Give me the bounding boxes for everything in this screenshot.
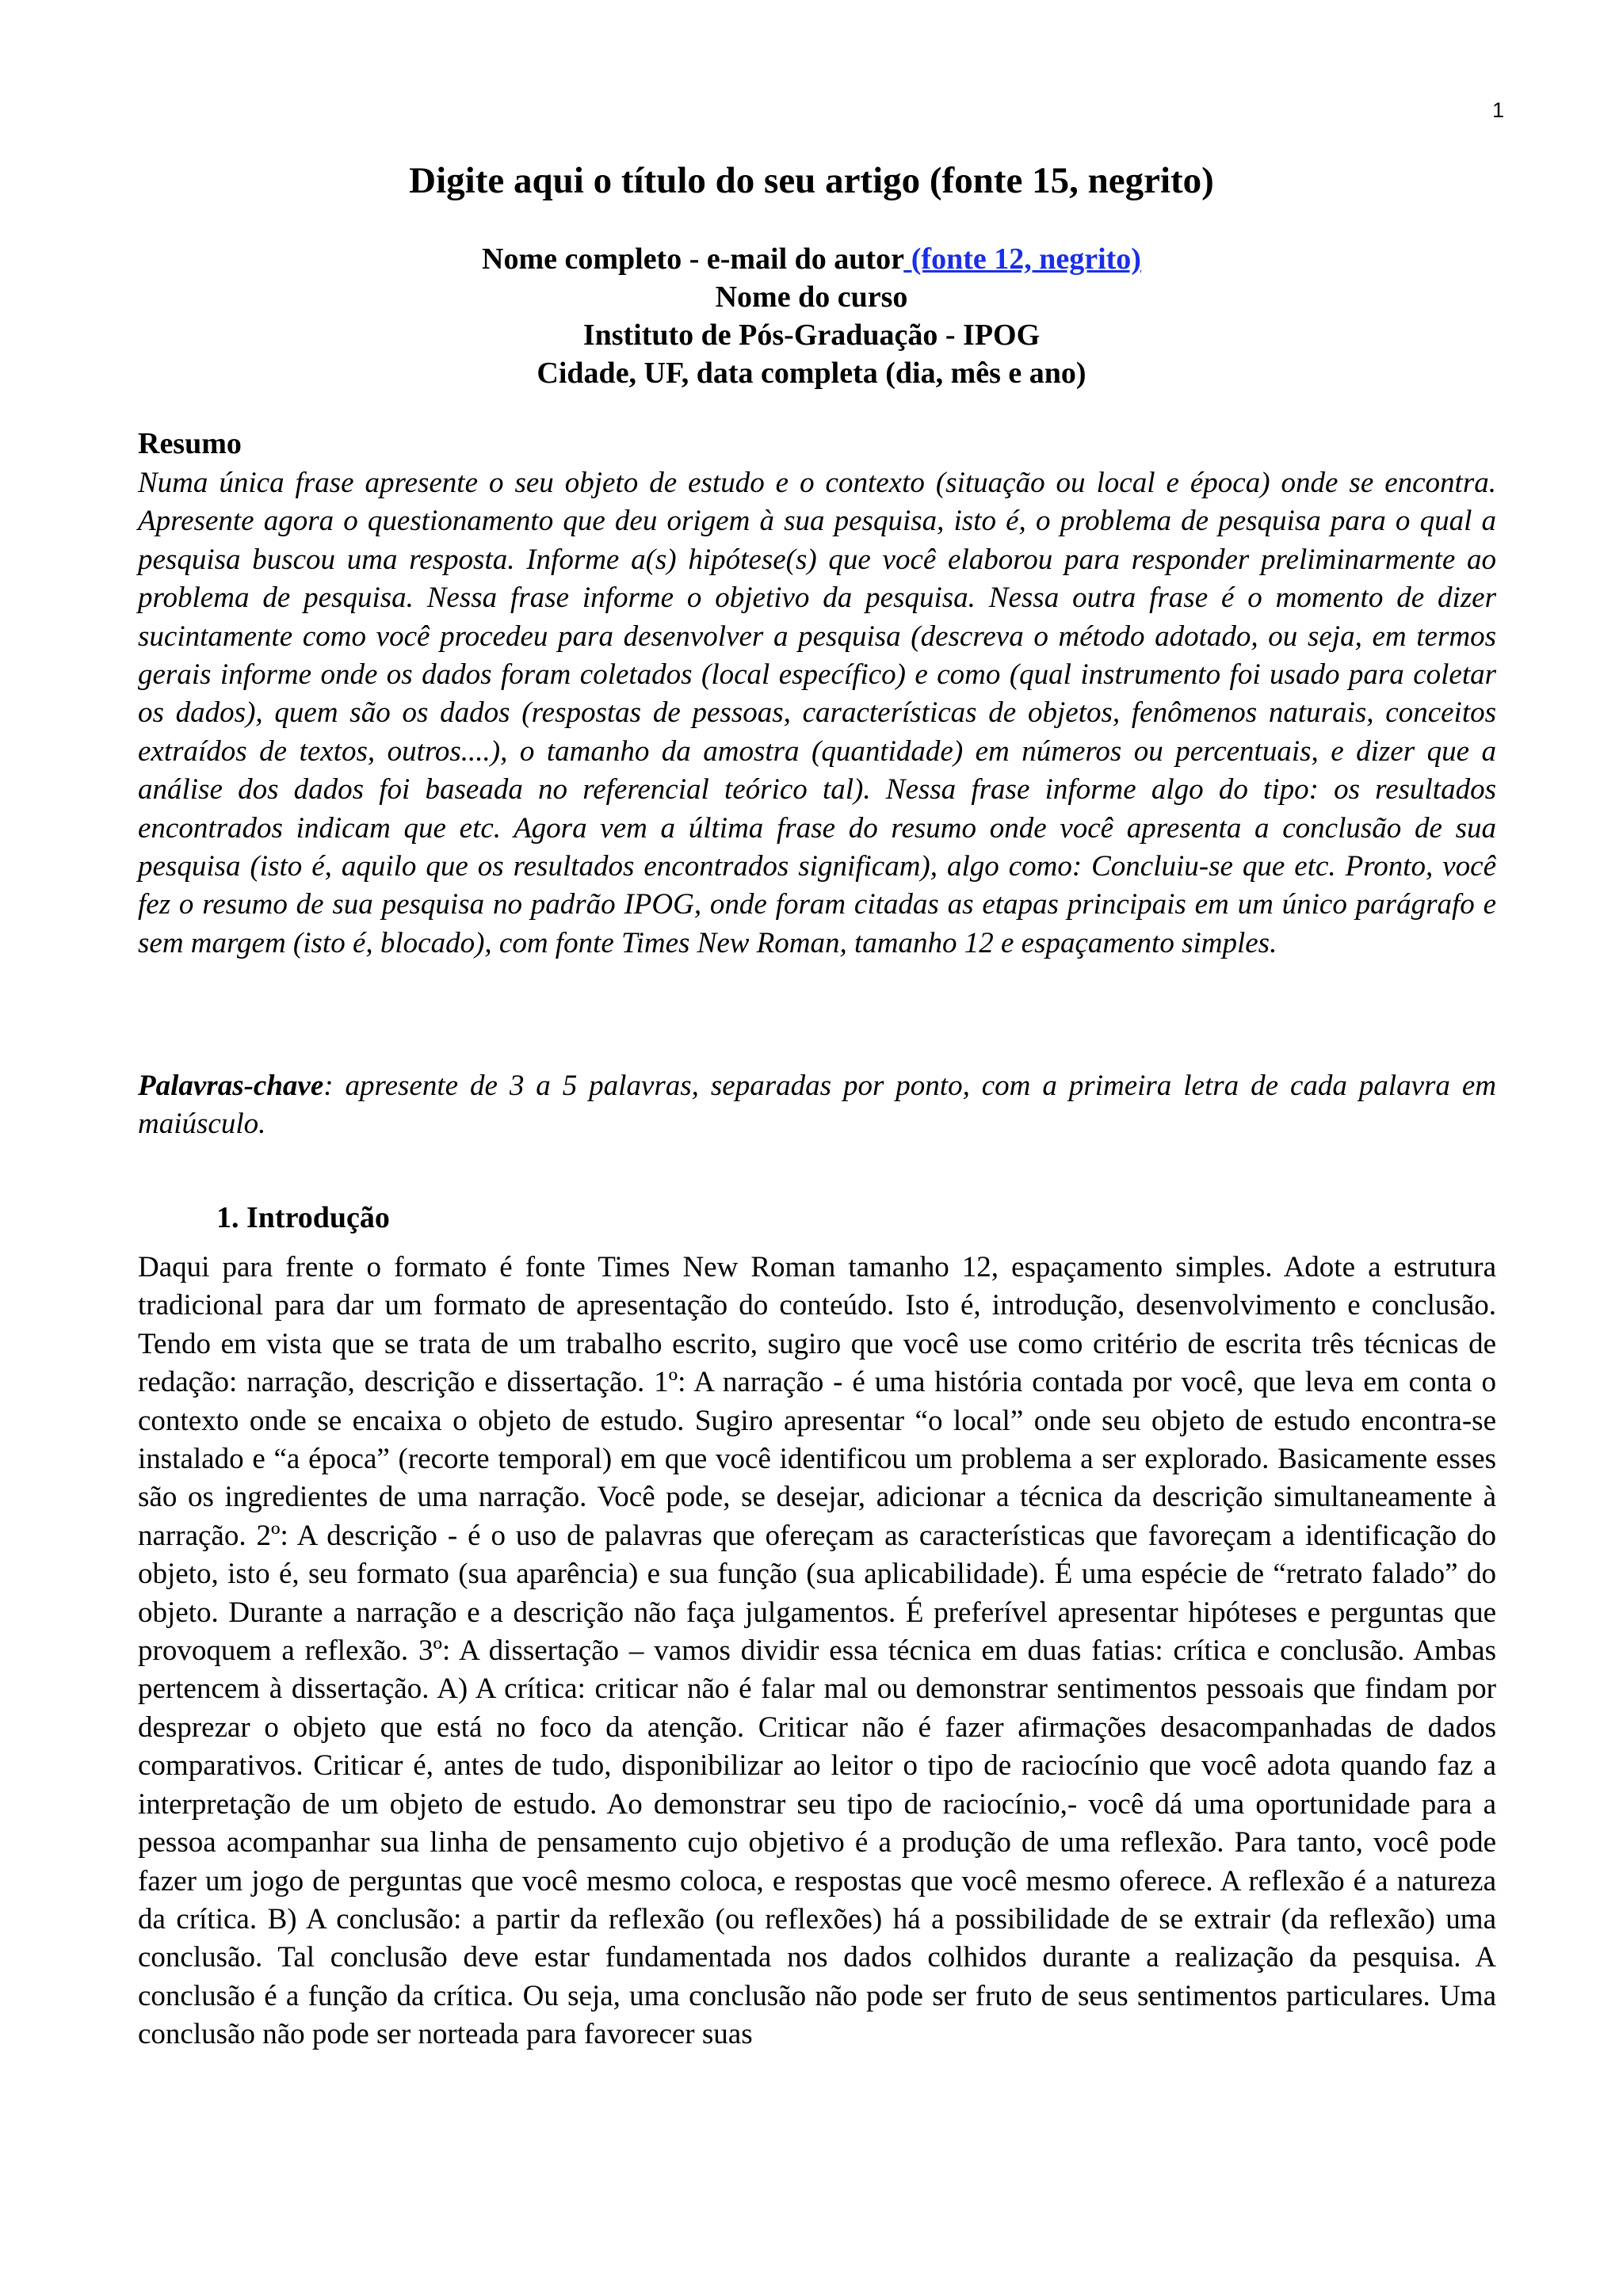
abstract-heading: Resumo [138, 427, 242, 460]
course-name: Nome do curso [715, 280, 908, 314]
author-block [0, 240, 1623, 392]
author-format-note-link[interactable]: (fonte 12, negrito) [903, 242, 1141, 276]
keywords-paragraph [138, 1067, 1496, 1144]
page-number: 1 [1491, 98, 1504, 122]
institute-name: Instituto de Pós-Graduação - IPOG [582, 318, 1041, 352]
keywords-label: Palavras-chave [138, 1070, 324, 1102]
section-heading-introduction: 1. Introdução [216, 1201, 390, 1234]
author-name-email: Nome completo - e-mail do autor [482, 242, 904, 276]
introduction-text: Daqui para frente o formato é fonte Times New Roman tamanho 12, espaçamento simples. Adote a estrutura tradicional para dar um formato de apresentação do conteúdo. Isto é, introdução, desenvolvimento e conclusão. Tendo em vista que se trata de um trabalho escrito, sugiro que você use como critério de escrita três técnicas de redação: narração, descrição e dissertação. 1º: A narração - é uma história contada por você, que leva em conta o contexto onde se encaixa o objeto de estudo. Sugiro apresentar “o local” onde seu objeto de estudo encontra-se instalado e “a época” (recorte temporal) em que você identificou um problema a ser explorado. Basicamente esses são os ingredientes de uma narração. Você pode, se desejar, adicionar a técnica da descrição simultaneamente à narração. 2º: A descrição - é o uso de palavras que ofereçam as características que favoreçam a identificação do objeto, isto é, seu formato (sua aparência) e sua função (sua aplicabilidade). É uma espécie de “retrato falado” do objeto. Durante a narração e a descrição não faça julgamentos. É preferível apresentar hipóteses e perguntas que provoquem a reflexão. 3º: A dissertação – vamos dividir essa técnica em duas fatias: crítica e conclusão. Ambas pertencem à dissertação. A) A crítica: criticar não é falar mal ou demonstrar sentimentos pessoais que findam por desprezar o objeto que está no foco da atenção. Criticar não é fazer afirmações desacompanhadas de dados comparativos. Criticar é, antes de tudo, disponibilizar ao leitor o tipo de raciocínio que você adota quando faz a interpretação de um objeto de estudo. Ao demonstrar seu tipo de raciocínio,- você dá uma oportunidade para a pessoa acompanhar sua linha de pensamento cujo objetivo é a produção de uma reflexão. Para tanto, você pode fazer um jogo de perguntas que você mesmo coloca, e respostas que você mesmo oferece. A reflexão é a natureza da crítica. B) A conclusão: a partir da reflexão (ou reflexões) há a possibilidade de se extrair (da reflexão) uma conclusão. Tal conclusão deve estar fundamentada nos dados colhidos durante a realização da pesquisa. A conclusão é a função da crítica. Ou seja, uma conclusão não pode ser fruto de seus sentimentos particulares. Uma conclusão não pode ser norteada para favorecer suas [138, 1251, 1496, 2051]
article-title: Digite aqui o título do seu artigo (fonte 15, negrito) [409, 160, 1214, 201]
place-date: Cidade, UF, data completa (dia, mês e ano) [537, 357, 1086, 390]
author-line [0, 240, 1623, 278]
keywords-text: : apresente de 3 a 5 palavras, separadas por ponto, com a primeira letra de cada palavra em maiúsculo. [138, 1070, 1496, 1141]
abstract-text: Numa única frase apresente o seu objeto de estudo e o contexto (situação ou local e época) onde se encontra. Apresente agora o questionamento que deu origem à sua pesquisa, isto é, o problema de pesquisa para o qual a pesquisa buscou uma resposta. Informe a(s) hipótese(s) que você elaborou para responder preliminarmente ao problema de pesquisa. Nessa frase informe o objetivo da pesquisa. Nessa outra frase é o momento de dizer sucintamente como você procedeu para desenvolver a pesquisa (descreva o método adotado, ou seja, em termos gerais informe onde os dados foram coletados (local específico) e como (qual instrumento foi usado para coletar os dados), quem são os dados (respostas de pessoas, características de objetos, fenômenos naturais, conceitos extraídos de textos, outros....), o tamanho da amostra (quantidade) em números ou percentuais, e dizer que a análise dos dados foi baseada no referencial teórico tal). Nessa frase informe algo do tipo: os resultados encontrados indicam que etc. Agora vem a última frase do resumo onde você apresenta a conclusão de sua pesquisa (isto é, aquilo que os resultados encontrados significam), algo como: Concluiu-se que etc. Pronto, você fez o resumo de sua pesquisa no padrão IPOG, onde foram citadas as etapas principais em um único parágrafo e sem margem (isto é, blocado), com fonte Times New Roman, tamanho 12 e espaçamento simples. [138, 467, 1496, 959]
